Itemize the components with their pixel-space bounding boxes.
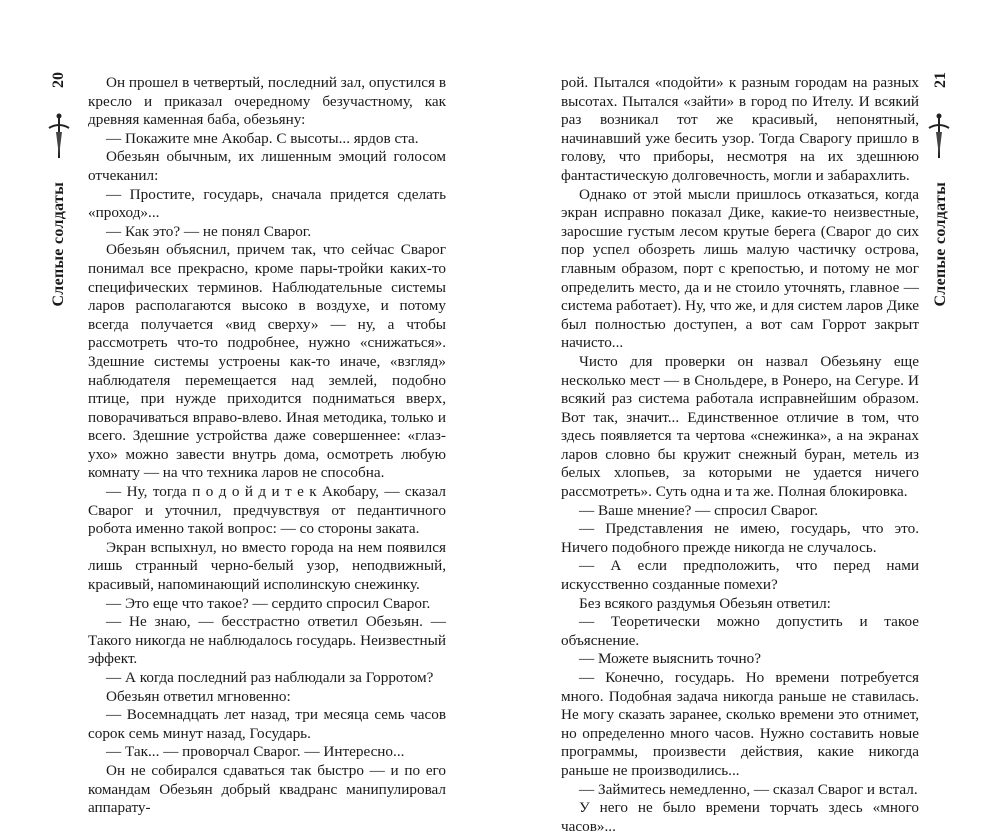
paragraph: — Можете выяснить точно? [579,650,761,668]
sword-ornament-icon [46,112,72,160]
paragraph: У него не было времени торчать здесь «много часов»... [561,799,919,835]
paragraph: — А когда последний раз наблюдали за Горротом? [106,669,434,686]
right-page-number: 21 [932,72,949,88]
paragraph: рой. Пытался «подойти» к разным городам на разных высотах. Пытался «зайти» в город по Ителу. И всякий раз возникал тот же красивый, непонятный, начинавший уже бесить узор. Тогда Сварогу пришло в голову, что приборы, несмотря на их здешнюю фантастическую долговечность, могли и забарахлить. [561,74,919,184]
paragraph: — Ну, тогда п о д о й д и т е к Акобару, — сказал Сварог и уточнил, предчувствуя от педантичного робота именно такой вопрос: — со стороны заката. [88,483,446,538]
paragraph: — Как это? — не понял Сварог. [106,222,312,240]
paragraph: — Конечно, государь. Но времени потребуется много. Подобная задача никогда раньше не ставилась. Не могу сказать заранее, сколько времени это отнимет, но определенно много часов. Нужно составить новые программы, произвести действия, какие никогда раньше не производились... [561,669,919,779]
left-running-head: Слепые солдаты [50,182,67,307]
paragraph: Экран вспыхнул, но вместо города на нем появился лишь странный черно-белый узор, неподвижный, красивый, напоминающий исполинскую снежинку. [88,538,446,594]
paragraph: — А если предположить, что перед нами искусственно созданные помехи? [561,557,919,594]
paragraph: — Восемнадцать лет назад, три месяца семь часов сорок семь минут назад, Государь. [88,706,446,742]
paragraph: — Простите, государь, сначала придется сделать «проход»... [88,185,446,222]
sword-ornament-icon [926,112,952,160]
right-running-head: Слепые солдаты [932,182,949,307]
paragraph: — Это еще что такое? — сердито спросил Сварог. [106,594,431,612]
paragraph: — Покажите мне Акобар. С высоты... ярдов ста. [106,129,419,147]
paragraph: — Ваше мнение? — спросил Сварог. [579,501,819,519]
paragraph: Обезьян объяснил, причем так, что сейчас Сварог понимал все прекрасно, кроме пары-тройки каких-то специфических терминов. Наблюдательные системы ларов располагаются высоко в воздухе, и потому всегда получается «вид сверху» — ну, а чтобы рассмотреть что-то подробнее, нужно «снижаться». Здешние системы устроены как-то иначе, «взгляд» наблюдателя перемещается над землей, подобно птице, при нужде приходится подниматься вверх, поворачиваться вправо-влево. Иная методика, только и всего. Здешние устройства даже совершеннее: «глаз-ухо» можно завести внутрь дома, осмотреть любую комнату — на что техника ларов не способна. [88,241,446,482]
paragraph: — Так... — проворчал Сварог. — Интересно... [106,743,405,761]
paragraph: — Теоретически можно допустить и такое объяснение. [561,613,919,649]
paragraph: Обезьян обычным, их лишенным эмоций голосом отчеканил: [88,148,446,184]
left-page-number: 20 [50,72,67,88]
left-page-text [88,74,446,818]
paragraph: Чисто для проверки он назвал Обезьяну еще несколько мест — в Снольдере, в Ронеро, на Сегуре. И всякий раз система работала исправнейшим образом. Вот так, значит... Единственное отличие в том, что здесь появляется та чертова «снежинка», а на экранах ларов словно бы кружит снежный буран, метель из белых хлопьев, за которыми не удается ничего рассмотреть». Суть одна и та же. Полная блокировка. [561,352,919,501]
paragraph: — Представления не имею, государь, что это. Ничего подобного прежде никогда не случалось. [561,520,919,556]
paragraph: Он не собирался сдаваться так быстро — и по его командам Обезьян добрый квадранс манипулировал аппарату- [88,761,446,817]
paragraph: Он прошел в четвертый, последний зал, опустился в кресло и приказал очередному безучастному, как древняя каменная баба, обезьяну: [88,74,446,129]
paragraph: Без всякого раздумья Обезьян ответил: [579,594,831,612]
paragraph: — Не знаю, — бесстрастно ответил Обезьян. — Такого никогда не наблюдалось государь. Неизвестный эффект. [88,613,446,668]
right-page-text [561,74,919,836]
paragraph: Однако от этой мысли пришлось отказаться, когда экран исправно показал Дике, какие-то неизвестные, заросшие густым лесом крутые берега (Сварог до сих пор успел обозреть лишь малую частичку острова, главным образом, порт с крепостью, и потому не мог определить место, да и не стоило уточнять, главное — система работает). Ну, что же, и для систем ларов Дике был полностью доступен, а вот сам Горрот закрыт начисто... [561,185,919,352]
paragraph: Обезьян ответил мгновенно: [106,687,291,705]
paragraph: — Займитесь немедленно, — сказал Сварог и встал. [579,780,918,798]
